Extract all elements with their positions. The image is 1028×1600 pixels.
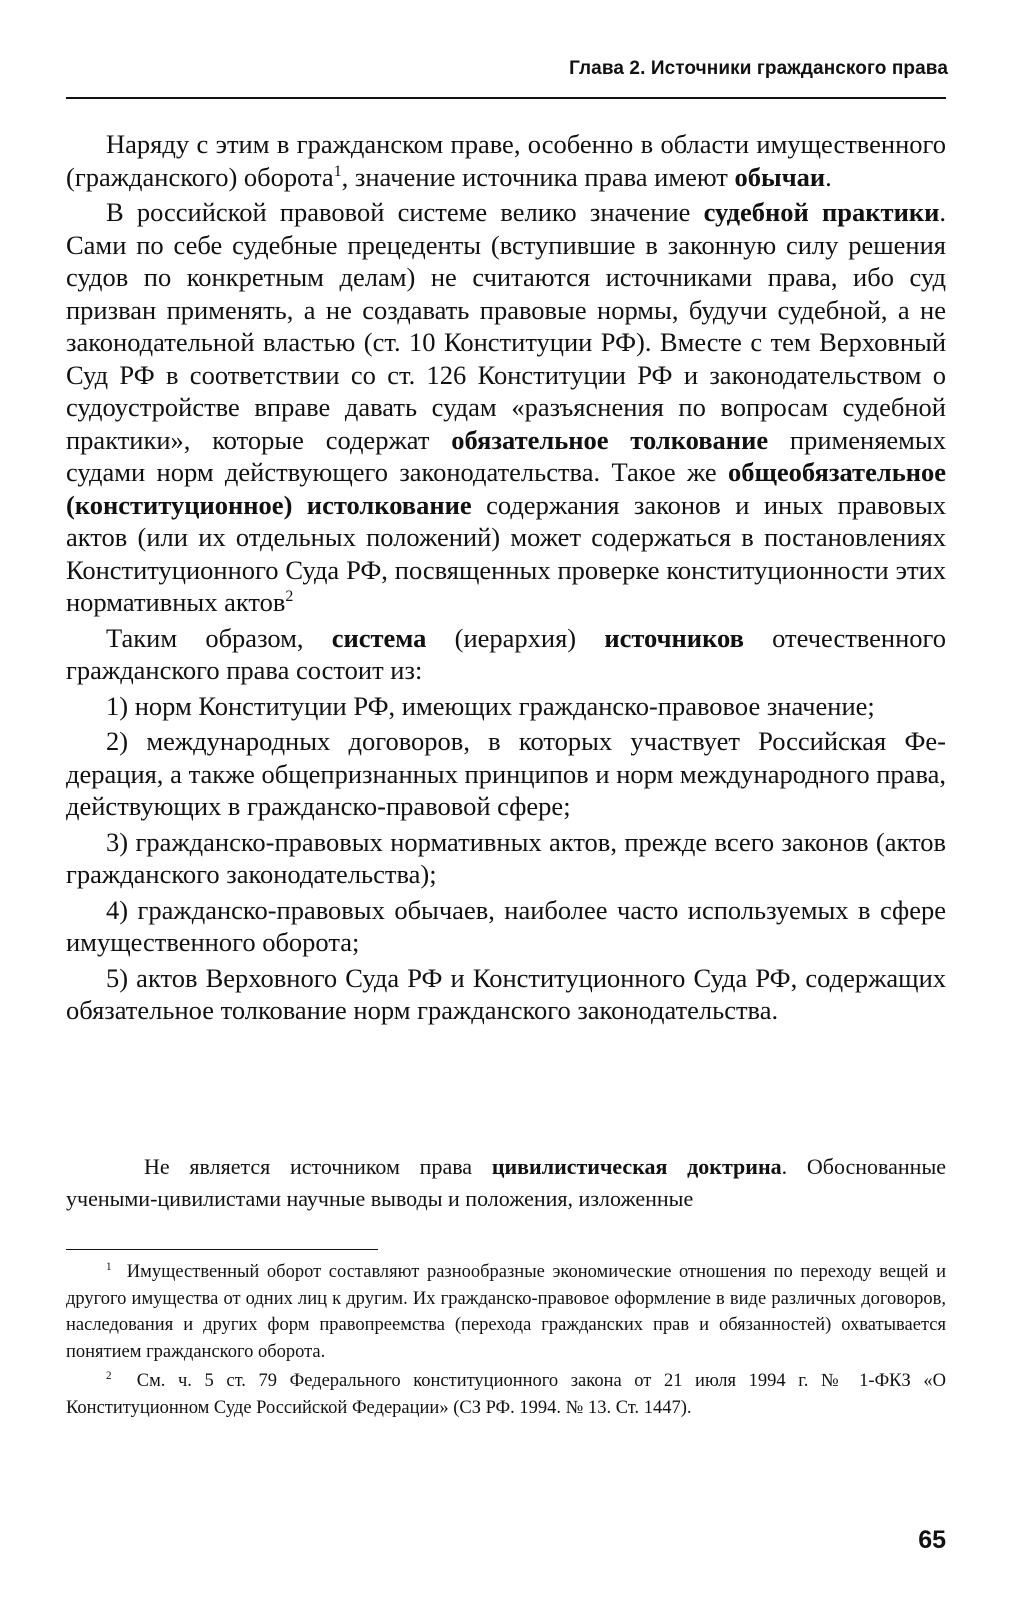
footnote-rule [66,1249,378,1250]
page-number: 65 [918,1526,946,1554]
bold-term-doctrine: цивилистическая доктрина [491,1154,782,1179]
footnote-1 [66,1259,946,1365]
main-text [66,128,946,1027]
bold-term-system: система [331,622,427,653]
bold-term-judicial-practice: судебной практики [703,197,940,227]
text-span: Наряду с этим в гражданском праве, особенно в области имущественного (гражданского) оборота [66,129,946,192]
paragraph-doctrine [66,1151,946,1215]
footnotes [66,1259,946,1421]
bold-term-sources: источников [604,622,744,653]
text-span: Не является источником права [144,1154,492,1179]
footnote-text: Имущественный оборот составляют разнообразные экономические отношения по переходу вещей и другого имущества от одних лиц к другим. Их гражданско-правовое оформление в виде различных договоров, наследования и других форм правопреемства (перехода гражданских прав и обязанностей) охватывается понятием гражданского оборота. [66,1262,947,1362]
text-span: . [825,161,832,192]
paragraph-system-of-sources [66,622,946,687]
footnote-text: См. ч. 5 ст. 79 Федерального конституционного закона от 21 июля 1994 г. № 1-ФКЗ «О Конституционном Суде Российской Федерации» (СЗ РФ. 1994. № 13. Ст. 1447). [66,1371,946,1418]
text-span: . Сами по себе судебные прецеденты (вступившие в законную силу решения судов по конкретным делам) не считаются источниками права, ибо суд призван применять, а не создавать правовые нормы, будучи судебной, а не законодательной властью (ст. 10 Конституции РФ). Вместе с тем Верховный Суд РФ в соответствии со ст. 126 Конституции РФ и законодательством о судоустройстве вправе давать судам «разъяснения по вопросам судебной практики», которые содержат [66,197,946,455]
paragraph-judicial-practice [66,196,946,619]
bold-term-constitutional-interpretation: общеобязательное (конституционное) истолкование [66,457,946,520]
text-span: отечественного гражданского права состоит из: [66,622,946,685]
running-header: Глава 2. Источники гражданского права [569,58,948,79]
list-item: 2) международных договоров, в которых участвует Российская Федерация, а также общепризнанных принципов и норм международного права, действующих в гражданско-правовой сфере; [66,726,946,821]
footnote-ref-1[interactable]: 1 [333,162,342,180]
text-span: Таким образом, [106,622,332,653]
header-rule [66,97,946,99]
bold-term-customs: обычаи [734,161,826,192]
text-span: содержания законов и иных правовых актов (или их отдельных положений) может содержаться в постановлениях Конституционного Суда РФ, посвященных проверке конституционности этих нормативных актов [66,489,947,617]
footnote-2 [66,1368,946,1421]
text-span: (иерархия) [426,622,605,653]
paragraph-customs [66,128,946,193]
list-item: 5) актов Верховного Суда РФ и Конституционного Суда РФ, содержащих обязательное толкование норм гражданского законодательства. [66,962,946,1025]
bold-term-mandatory-interpretation: обязательное толкование [451,424,769,455]
text-span: В российской правовой системе велико значение [106,197,704,227]
list-item: 1) норм Конституции РФ, имеющих гражданско-правовое значение; [106,690,875,721]
footnote-mark: 1 [106,1260,112,1273]
text-span: применяемых судами норм действующего законодательства. Такое же [66,424,946,487]
text-span: . Обоснованные учеными-цивилистами научные выводы и положения, изложенные [66,1154,946,1211]
doctrine-section [66,1151,946,1215]
list-item: 4) гражданско-правовых обычаев, наиболее часто используемых в сфере имущественного оборота; [66,894,946,957]
footnote-ref-2[interactable]: 2 [285,588,294,606]
footnote-mark: 2 [106,1369,112,1382]
list-item: 3) гражданско-правовых нормативных актов, прежде всего законов (актов гражданского законодательства); [66,826,946,889]
text-span: , значение источника права имеют [341,161,735,192]
